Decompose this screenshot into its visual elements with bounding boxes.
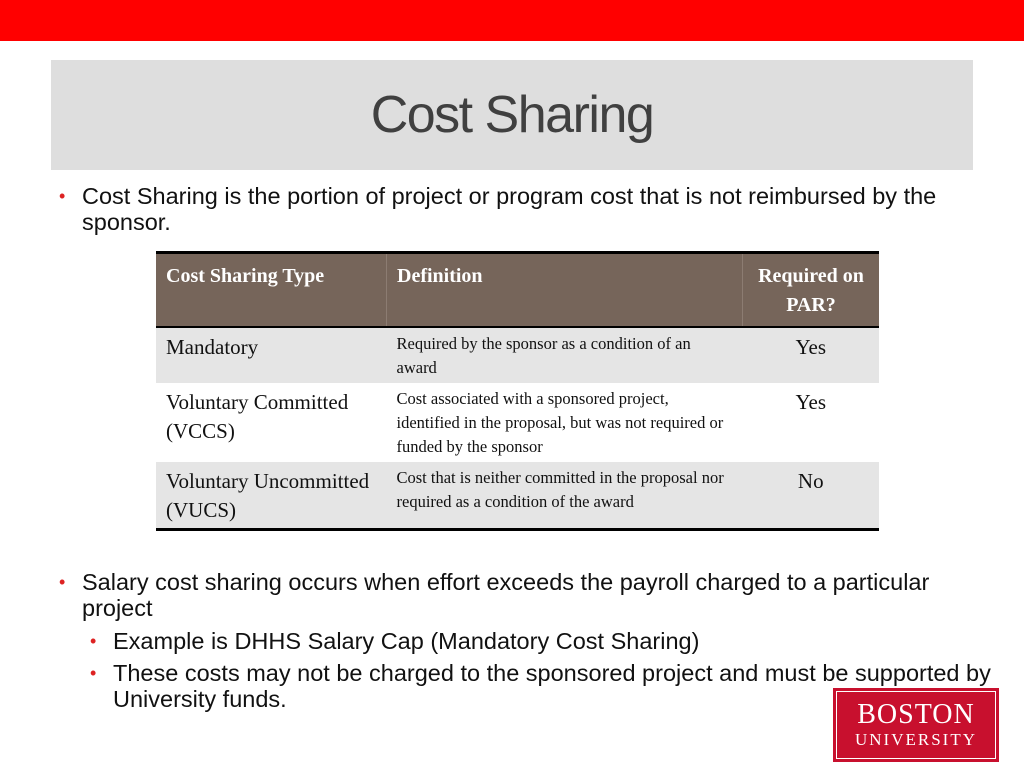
row-type: Mandatory [156,327,387,383]
table-row [156,383,879,462]
row-definition: Required by the sponsor as a condition of an award [387,327,743,383]
cost-sharing-table [156,251,879,531]
boston-university-logo [833,688,999,762]
row-definition: Cost that is neither committed in the proposal nor required as a condition of the award [387,462,743,530]
header-required: Required on PAR? [743,253,880,328]
intro-bullet [59,183,962,235]
row-definition: Cost associated with a sponsored project, identified in the proposal, but was not required or funded by the sponsor [396,389,724,456]
row-type: Voluntary Uncommitted (VUCS) [156,462,387,530]
salary-bullet [59,569,982,621]
header-type: Cost Sharing Type [156,253,387,328]
title-band [51,60,973,170]
row-required: No [743,462,880,530]
intro-bullet-text: Cost Sharing is the portion of project or program cost that is not reimbursed by the sponsor. [82,183,937,235]
bullet-icon: • [59,186,66,206]
bullet-icon: • [90,631,97,651]
slide-title: Cost Sharing [370,86,654,144]
logo-frame [836,691,996,759]
sub-bullet [90,628,993,654]
row-required: Yes [743,327,880,383]
bullet-icon: • [90,663,97,683]
bullet-icon: • [59,572,66,592]
salary-bullet-text: Salary cost sharing occurs when effort exceeds the payroll charged to a particular project [82,569,930,621]
table-row [156,327,879,383]
row-required: Yes [795,390,827,414]
logo-line-1: BOSTON [857,699,975,730]
row-type: Voluntary Committed (VCCS) [166,390,349,443]
logo-line-2: UNIVERSITY [855,730,977,749]
sub-bullet-text: These costs may not be charged to the sponsored project and must be supported by University funds. [113,660,991,712]
top-accent-bar [0,0,1024,41]
header-definition: Definition [387,253,743,328]
sub-bullet-text: Example is DHHS Salary Cap (Mandatory Cost Sharing) [113,628,700,654]
table-row [156,462,879,530]
table-header-row [156,253,879,328]
